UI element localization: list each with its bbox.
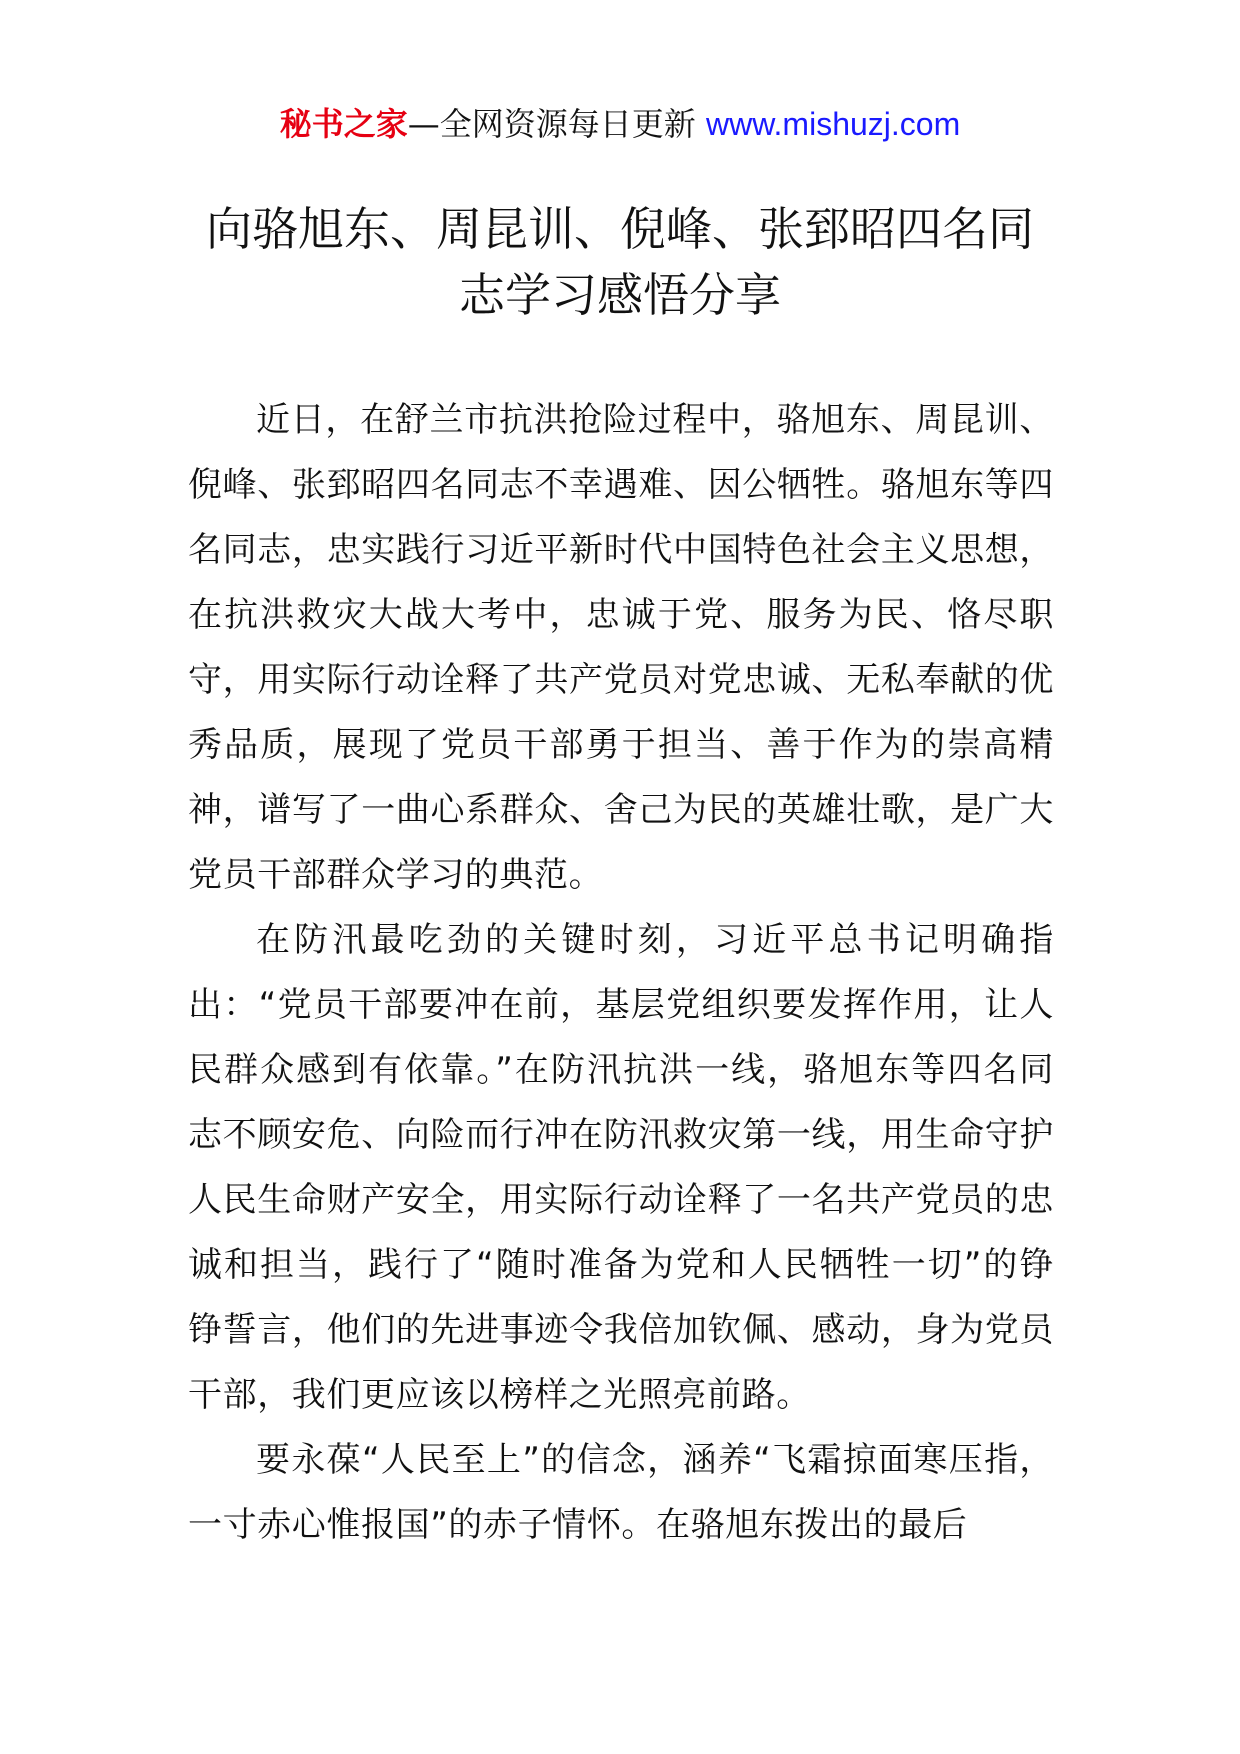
brand-name: 秘书之家 bbox=[279, 105, 408, 143]
header-tagline: —全网资源每日更新 bbox=[407, 105, 706, 143]
paragraph-2: 在防汛最吃劲的关键时刻，习近平总书记明确指出：“党员干部要冲在前，基层党组织要发挥作用，让人民群众感到有依靠。”在防汛抗洪一线，骆旭东等四名同志不顾安危、向险而行冲在防汛救灾第一线，用生命守护人民生命财产安全，用实际行动诠释了一名共产党员的忠诚和担当，践行了“随时准备为党和人民牺牲一切”的铮铮誓言，他们的先进事迹令我倍加钦佩、感动，身为党员干部，我们更应该以榜样之光照亮前路。 bbox=[188, 920, 1054, 1415]
title-line-2: 志学习感悟分享 bbox=[459, 268, 781, 322]
paragraph-3: 要永葆“人民至上”的信念，涵养“飞霜掠面寒压指，一寸赤心惟报国”的赤子情怀。在骆旭东拨出的最后 bbox=[188, 1440, 1054, 1545]
paragraph-1: 近日，在舒兰市抗洪抢险过程中，骆旭东、周昆训、倪峰、张郅昭四名同志不幸遇难、因公牺牲。骆旭东等四名同志，忠实践行习近平新时代中国特色社会主义思想，在抗洪救灾大战大考中，忠诚于党、服务为民、恪尽职守，用实际行动诠释了共产党员对党忠诚、无私奉献的优秀品质，展现了党员干部勇于担当、善于作为的崇高精神，谱写了一曲心系群众、舍己为民的英雄壮歌，是广大党员干部群众学习的典范。 bbox=[188, 400, 1054, 895]
site-url-link[interactable]: www.mishuzj.com bbox=[705, 106, 961, 142]
document-body bbox=[188, 388, 1054, 1558]
document-title bbox=[150, 196, 1090, 328]
site-header bbox=[0, 102, 1240, 146]
title-line-1: 向骆旭东、周昆训、倪峰、张郅昭四名同 bbox=[206, 202, 1034, 256]
